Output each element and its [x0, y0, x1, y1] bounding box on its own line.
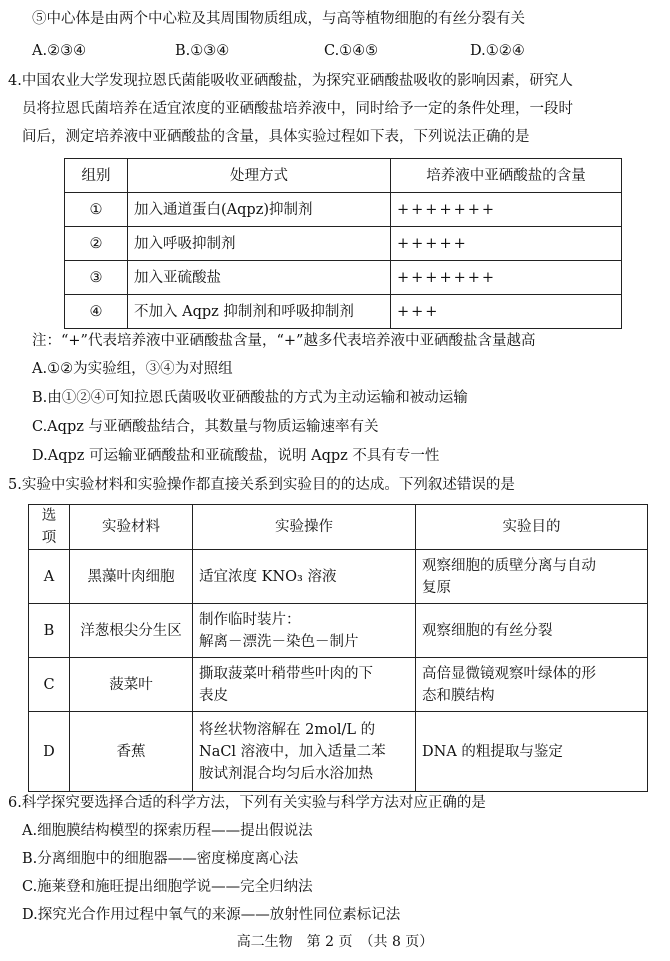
statement-5: ⑤中心体是由两个中心粒及其周围物质组成，与高等植物细胞的有丝分裂有关	[32, 11, 525, 27]
q6-option-c: C.施莱登和施旺提出细胞学说——完全归纳法	[22, 879, 313, 895]
purpose-line: 高倍显微镜观察叶绿体的形	[422, 665, 596, 682]
q6-option-b: B.分离细胞中的细胞器——密度梯度离心法	[22, 851, 299, 867]
table-row	[65, 227, 622, 261]
q4-stem-line-2: 员将拉恩氏菌培养在适宜浓度的亚硒酸盐培养液中，同时给予一定的条件处理，一段时	[22, 101, 573, 117]
group-cell: ②	[65, 227, 128, 261]
content-cell: +++++++	[391, 261, 622, 295]
operation-line: 制作临时装片：	[199, 611, 301, 628]
purpose-line: 复原	[422, 579, 451, 596]
header-material: 实验材料	[70, 505, 193, 550]
table-header-row	[65, 159, 622, 193]
option-cell: D	[29, 712, 70, 792]
purpose-line: 观察细胞的质壁分离与自动	[422, 557, 596, 574]
material-cell: 黑藻叶肉细胞	[70, 550, 193, 604]
header-treatment: 处理方式	[128, 159, 391, 193]
content-cell: +++++	[391, 227, 622, 261]
q4-option-c: C.Aqpz 与亚硒酸盐结合，其数量与物质运输速率有关	[32, 419, 379, 435]
header-group: 组别	[65, 159, 128, 193]
operation-line: 表皮	[199, 687, 228, 704]
option-cell: B	[29, 604, 70, 658]
option-d: D.①②④	[470, 43, 525, 59]
group-cell: ①	[65, 193, 128, 227]
table-row	[65, 261, 622, 295]
q4-option-d: D.Aqpz 可运输亚硒酸盐和亚硫酸盐，说明 Aqpz 不具有专一性	[32, 448, 440, 464]
content-cell: +++	[391, 295, 622, 329]
header-option: 选项	[29, 505, 70, 550]
q4-table	[64, 158, 622, 329]
group-cell: ④	[65, 295, 128, 329]
header-operation: 实验操作	[193, 505, 416, 550]
option-cell: C	[29, 658, 70, 712]
table-row	[29, 550, 648, 604]
option-b: B.①③④	[175, 43, 230, 59]
purpose-cell	[416, 712, 648, 792]
header-content: 培养液中亚硒酸盐的含量	[391, 159, 622, 193]
treatment-cell: 不加入 Aqpz 抑制剂和呼吸抑制剂	[128, 295, 391, 329]
material-cell: 洋葱根尖分生区	[70, 604, 193, 658]
q5-table	[28, 504, 648, 792]
q4-stem-line-3: 间后，测定培养液中亚硒酸盐的含量，具体实验过程如下表，下列说法正确的是	[22, 129, 530, 145]
operation-line: 胺试剂混合均匀后水浴加热	[199, 765, 373, 782]
option-cell: A	[29, 550, 70, 604]
table-row	[29, 712, 648, 792]
purpose-line: 态和膜结构	[422, 687, 495, 704]
header-purpose: 实验目的	[416, 505, 648, 550]
purpose-line: DNA 的粗提取与鉴定	[422, 743, 563, 760]
purpose-line: 观察细胞的有丝分裂	[422, 622, 553, 639]
page-footer: 高二生物 第 2 页 （共 8 页）	[236, 934, 434, 950]
purpose-cell	[416, 550, 648, 604]
material-cell: 菠菜叶	[70, 658, 193, 712]
q5-stem: 5.实验中实验材料和实验操作都直接关系到实验目的的达成。下列叙述错误的是	[8, 477, 515, 493]
content-cell: +++++++	[391, 193, 622, 227]
q4-option-b: B.由①②④可知拉恩氏菌吸收亚硒酸盐的方式为主动运输和被动运输	[32, 390, 468, 406]
treatment-cell: 加入亚硫酸盐	[128, 261, 391, 295]
treatment-cell: 加入通道蛋白(Aqpz)抑制剂	[128, 193, 391, 227]
operation-line: 解离－漂洗－染色－制片	[199, 633, 359, 650]
operation-line: NaCl 溶液中，加入适量二苯	[199, 743, 386, 760]
q4-note: 注：“+”代表培养液中亚硒酸盐含量，“+”越多代表培养液中亚硒酸盐含量越高	[32, 333, 536, 349]
q4-stem-line-1: 4.中国农业大学发现拉恩氏菌能吸收亚硒酸盐，为探究亚硒酸盐吸收的影响因素，研究人	[8, 73, 573, 89]
table-header-row	[29, 505, 648, 550]
operation-cell	[193, 712, 416, 792]
material-cell: 香蕉	[70, 712, 193, 792]
option-a: A.②③④	[32, 43, 87, 59]
q6-option-a: A.细胞膜结构模型的探索历程——提出假说法	[22, 823, 313, 839]
table-row	[29, 604, 648, 658]
treatment-cell: 加入呼吸抑制剂	[128, 227, 391, 261]
purpose-cell	[416, 604, 648, 658]
table-row	[65, 295, 622, 329]
operation-line: 将丝状物溶解在 2mol/L 的	[199, 721, 376, 738]
table-row	[65, 193, 622, 227]
q6-stem: 6.科学探究要选择合适的科学方法，下列有关实验与科学方法对应正确的是	[8, 795, 486, 811]
operation-cell	[193, 550, 416, 604]
purpose-cell	[416, 658, 648, 712]
operation-cell	[193, 604, 416, 658]
table-row	[29, 658, 648, 712]
operation-line: 适宜浓度 KNO₃ 溶液	[199, 568, 337, 585]
option-c: C.①④⑤	[324, 43, 379, 59]
operation-cell	[193, 658, 416, 712]
q6-option-d: D.探究光合作用过程中氧气的来源——放射性同位素标记法	[22, 907, 401, 923]
q4-option-a: A.①②为实验组，③④为对照组	[32, 361, 233, 377]
operation-line: 撕取菠菜叶稍带些叶肉的下	[199, 665, 373, 682]
group-cell: ③	[65, 261, 128, 295]
